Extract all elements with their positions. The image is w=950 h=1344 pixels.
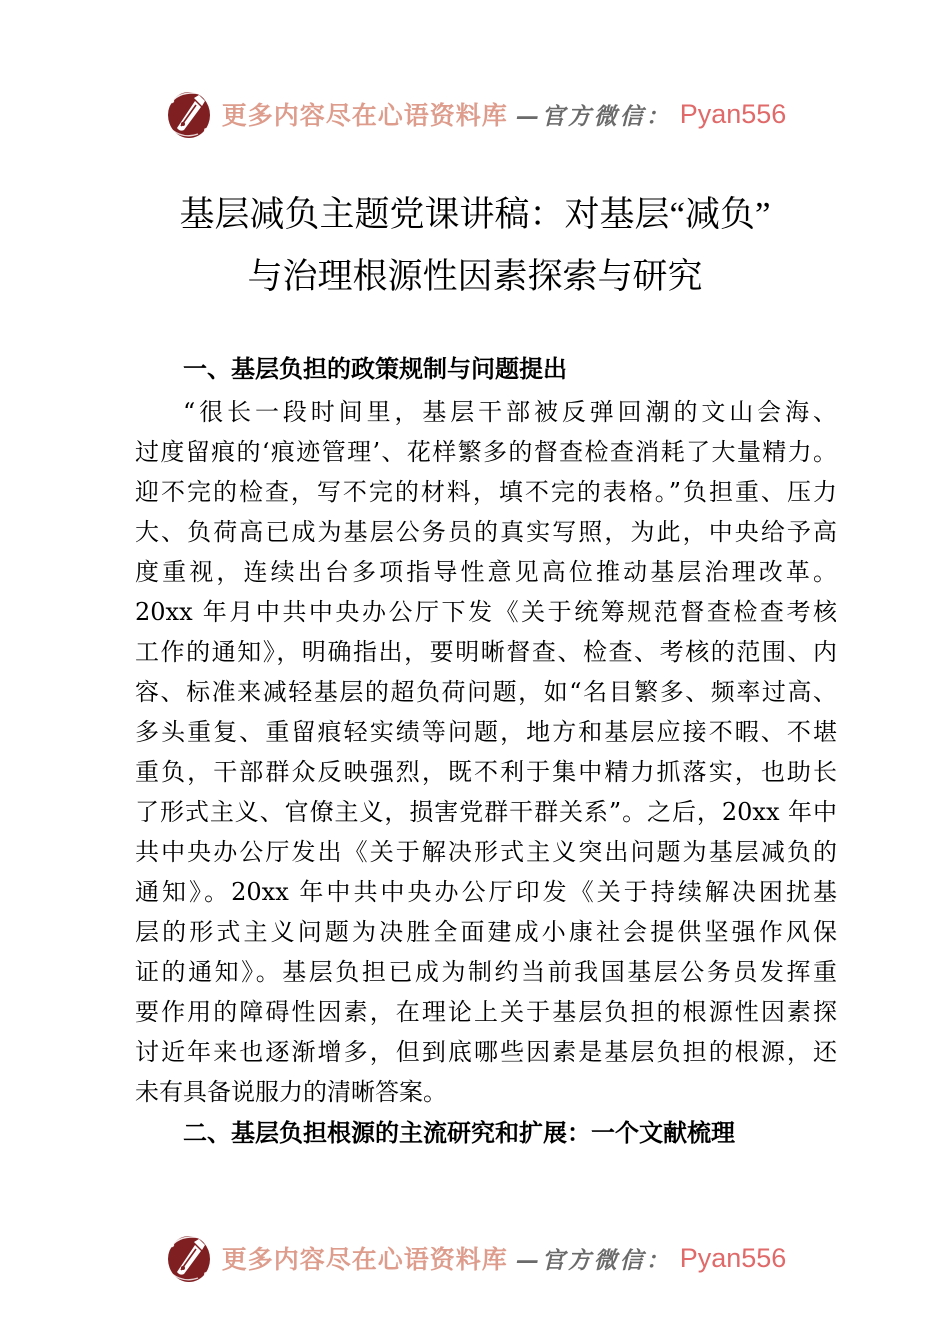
document-body: [135, 348, 837, 1156]
watermark-wechat-id: Pyan556: [679, 1242, 787, 1273]
watermark-wechat-id: Pyan556: [679, 98, 787, 129]
document-title-line-1: 基层减负主题党课讲稿：对基层“减负”: [179, 195, 771, 234]
paragraph-line: 证的通知》。基层负担已成为制约当前我国基层公务员发挥重: [135, 958, 837, 986]
paragraph-line: 20xx 年月中共中央办公厅下发《关于统筹规范督查检查考核: [135, 598, 837, 626]
paragraph-line: 讨近年来也逐渐增多，但到底哪些因素是基层负担的根源，还: [135, 1038, 837, 1066]
paragraph-line: 通知》。20xx 年中共中央办公厅印发《关于持续解决困扰基: [135, 878, 837, 906]
paragraph-line: 共中央办公厅发出《关于解决形式主义突出问题为基层减负的: [135, 838, 837, 866]
pen-nib-logo-icon: [164, 86, 214, 142]
pen-nib-logo-icon: [164, 1230, 214, 1286]
paragraph-line: 容、标准来减轻基层的超负荷问题，如“名目繁多、频率过高、: [135, 678, 837, 706]
paragraph: [135, 392, 837, 1112]
watermark-channel-text: —官方微信：: [515, 1246, 672, 1274]
paragraph-line: 重负，干部群众反映强烈，既不利于集中精力抓落实，也助长: [135, 758, 837, 786]
footer-watermark: [0, 1228, 950, 1288]
watermark-brand-text: 更多内容尽在心语资料库: [221, 103, 508, 130]
paragraph-line: 过度留痕的‘痕迹管理’、花样繁多的督查检查消耗了大量精力。: [135, 438, 837, 466]
paragraph-line: 层的形式主义问题为决胜全面建成小康社会提供坚强作风保: [135, 918, 837, 946]
section-heading-1: 一、基层负担的政策规制与问题提出: [183, 356, 567, 383]
document-title: [0, 184, 950, 308]
paragraph-line: 大、负荷高已成为基层公务员的真实写照，为此，中央给予高: [135, 518, 837, 546]
paragraph-line: 了形式主义、官僚主义，损害党群干群关系”。之后，20xx 年中: [135, 798, 837, 826]
watermark-channel-text: —官方微信：: [515, 102, 672, 130]
document-title-line-2: 与治理根源性因素探索与研究: [247, 257, 703, 296]
paragraph-line: 迎不完的检查，写不完的材料，填不完的表格。”负担重、压力: [135, 478, 837, 506]
paragraph-line: 未有具备说服力的清晰答案。: [135, 1078, 447, 1106]
paragraph-line: “很长一段时间里，基层干部被反弹回潮的文山会海、: [183, 398, 837, 426]
paragraph-line: 要作用的障碍性因素，在理论上关于基层负担的根源性因素探: [135, 998, 837, 1026]
paragraph-line: 度重视，连续出台多项指导性意见高位推动基层治理改革。: [135, 558, 837, 586]
paragraph-line: 工作的通知》，明确指出，要明晰督查、检查、考核的范围、内: [135, 638, 837, 666]
paragraph-line: 多头重复、重留痕轻实绩等问题，地方和基层应接不暇、不堪: [135, 718, 837, 746]
header-watermark: [0, 84, 950, 144]
watermark-brand-text: 更多内容尽在心语资料库: [221, 1247, 508, 1274]
section-heading-2: 二、基层负担根源的主流研究和扩展：一个文献梳理: [183, 1120, 735, 1147]
